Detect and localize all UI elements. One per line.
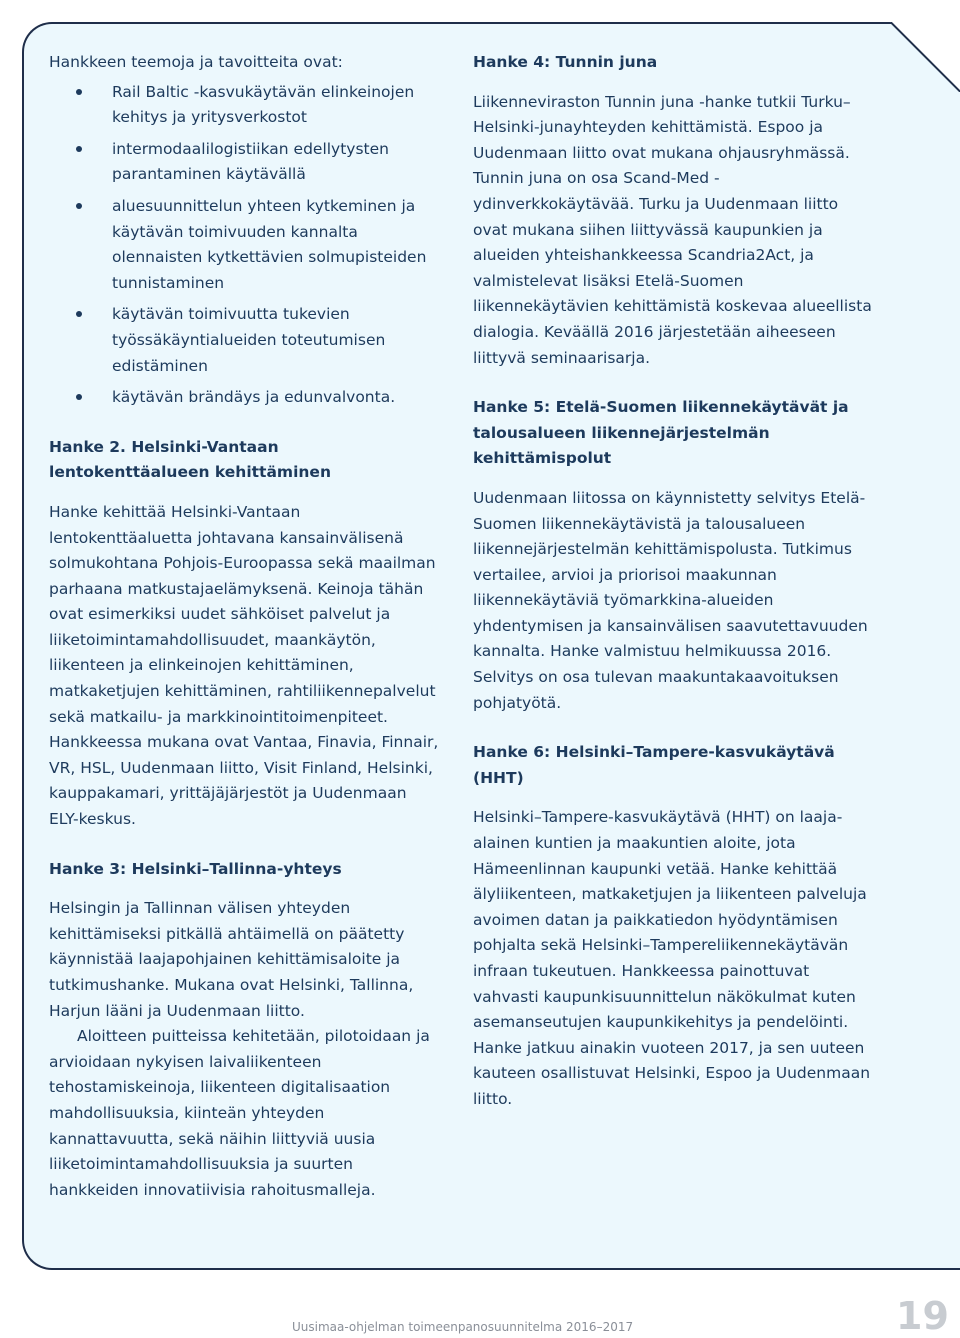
list-item: Rail Baltic -kasvukäytävän elinkeinojen kehitys ja yritysverkostot (49, 80, 439, 131)
hanke5-heading: Hanke 5: Etelä-Suomen liikennekäytävät ja talousalueen liikennejärjestelmän kehittämispolut (473, 398, 849, 468)
page-number: 19 (896, 1294, 949, 1338)
right-column (473, 50, 873, 1113)
hanke5-text: Uudenmaan liitossa on käynnistetty selvitys Etelä-Suomen liikennekäytävistä ja talousalueen liikennejärjestelmän kehittämispolusta. Tutkimus vertailee, arvioi ja priorisoi maakunnan liikennekäytäviä työmarkkina-alueiden yhdentymisen ja kansainvälisen saavutettavuuden kannalta. Hanke valmistuu helmikuussa 2016. Selvitys on osa tulevan maakuntakaavoituksen pohjatyötä. (473, 488, 868, 712)
bullet-icon (76, 203, 82, 209)
bullet-icon (76, 89, 82, 95)
hanke4-heading: Hanke 4: Tunnin juna (473, 53, 658, 71)
themes-list (49, 80, 439, 411)
folded-corner (890, 22, 960, 92)
list-item: aluesuunnittelun yhteen kytkeminen ja käytävän toimivuuden kannalta olennaisten kytkettävien solmupisteiden tunnistaminen (49, 194, 439, 296)
bullet-icon (76, 394, 82, 400)
hanke3-text-2: Aloitteen puitteissa kehitetään, pilotoidaan ja arvioidaan nykyisen laivaliikenteen tehostamiskeinoja, liikenteen digitalisaation mahdollisuuksia, kiinteän yhteyden kannattavuutta, sekä näihin liittyviä uusia liiketoimintamahdollisuuksia ja suurten hankkeiden innovatiivisia rahoitusmalleja. (49, 1027, 430, 1199)
hanke2-text: Hanke kehittää Helsinki-Vantaan lentokenttäaluetta johtavana kansainvälisenä solmukohtana Pohjois-Euroopassa sekä maailman parhaana matkustajaelämyksenä. Keinoja tähän ovat esimerkiksi uudet sähköiset palvelut ja liiketoimintamahdollisuudet, maankäytön, liikenteen ja elinkeinojen kehittäminen, matkaketjujen kehittäminen, rahtiliikennepalvelut sekä matkailu- ja markkinointitoimenpiteet. Hankkeessa mukana ovat Vantaa, Finavia, Finnair, VR, HSL, Uudenmaan liitto, Visit Finland, Helsinki, kauppakamari, yrittäjäjärjestöt ja Uudenmaan ELY-keskus. (49, 502, 439, 829)
hanke2-heading: Hanke 2. Helsinki-Vantaan lentokenttäalueen kehittäminen (49, 437, 331, 482)
hanke4-text: Liikenneviraston Tunnin juna -hanke tutkii Turku–Helsinki-junayhteyden kehittämistä. Espoo ja Uudenmaan liitto ovat mukana ohjausryhmässä. Tunnin juna on osa Scand-Med -ydinverkkokäytävää. Turku ja Uudenmaan liitto ovat mukana siihen liittyvässä kaupunkien ja alueiden yhteishankkeessa Scandria2Act, ja valmistelevat lisäksi Etelä-Suomen liikennekäytävien kehittämistä koskevaa alueellista dialogia. Keväällä 2016 järjestetään aiheeseen liittyvä seminaarisarja. (473, 92, 872, 367)
hanke3-text: Helsingin ja Tallinnan välisen yhteyden kehittämiseksi pitkällä ahtäimellä on päätetty käynnistää laajapohjainen kehittämisaloite ja tutkimushanke. Mukana ovat Helsinki, Tallinna, Harjun lääni ja Uudenmaan liitto. (49, 899, 414, 1020)
bullet-icon (76, 311, 82, 317)
footer-title: Uusimaa-ohjelman toimeenpanosuunnitelma 2016–2017 (292, 1320, 634, 1334)
list-item: intermodaalilogistiikan edellytysten parantaminen käytävällä (49, 137, 439, 188)
left-column (49, 50, 439, 1203)
bullet-icon (76, 146, 82, 152)
hanke6-text: Helsinki–Tampere-kasvukäytävä (HHT) on laaja-alainen kuntien ja maakuntien aloite, jota Hämeenlinnan kaupunki vetää. Hanke kehittää älyliikenteen, matkaketjujen ja liikenteen palveluja avoimen datan ja paikkatiedon hyödyntämisen pohjalta sekä Helsinki–Tampereliikennekäytävän infraan tukeutuen. Hankkeessa painottuvat vahvasti kaupunkisuunnittelun näkökulmat kuten asemanseutujen kaupunkikehitys ja pendelöinti. Hanke jatkuu ainakin vuoteen 2017, ja sen uuteen kauteen osallistuvat Helsinki, Espoo ja Uudenmaan liitto. (473, 808, 871, 1108)
list-item: käytävän brändäys ja edunvalvonta. (49, 385, 439, 411)
list-item: käytävän toimivuutta tukevien työssäkäyntialueiden toteutumisen edistäminen (49, 302, 439, 379)
hanke6-heading: Hanke 6: Helsinki–Tampere-kasvukäytävä (HHT) (473, 743, 835, 787)
themes-intro: Hankkeen teemoja ja tavoitteita ovat: (49, 53, 343, 71)
hanke3-heading: Hanke 3: Helsinki–Tallinna-yhteys (49, 859, 342, 878)
